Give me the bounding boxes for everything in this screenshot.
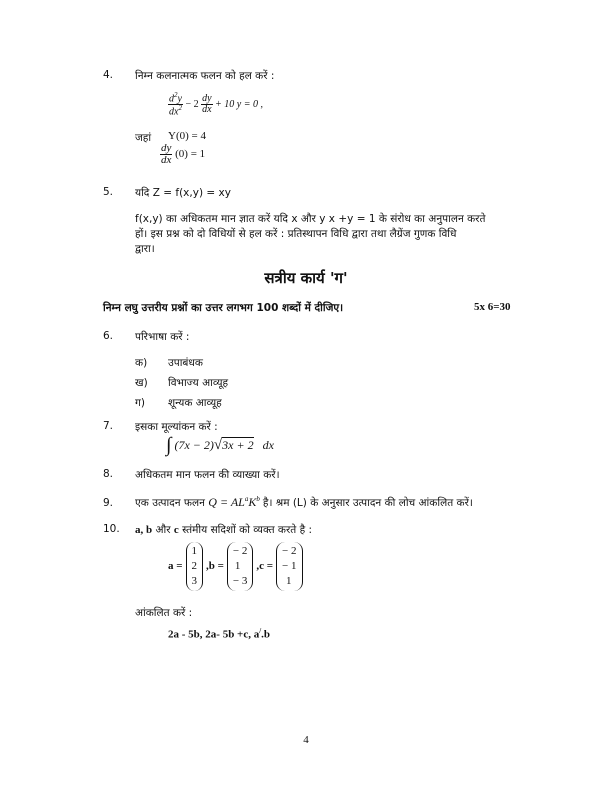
vector-b: − 2 1 − 3 <box>227 542 253 591</box>
q8-text: अधिकतम मान फलन की व्याख्या करें। <box>135 469 280 481</box>
section-title: सत्रीय कार्य 'ग' <box>264 269 348 287</box>
q10-text <box>135 523 312 537</box>
q4-second-derivative: $\frac{d^2y}{dx^2}$ <box>169 91 182 118</box>
q10-text-rest: स्तंमीय सदिशों को व्यक्त करते है : <box>178 524 313 536</box>
q6-item-label: क) <box>135 357 148 369</box>
section-instruction: निम्न लघु उत्तरीय प्रश्नों का उत्तर लगभग 100 शब्दों में दीजिए। <box>103 302 344 314</box>
q6-item-text: शून्यक आव्यूह <box>168 397 222 409</box>
q9-number: 9. <box>103 497 114 509</box>
q4-condition-1: Y(0) = 4 <box>168 130 206 142</box>
q7-text: इसका मूल्यांकन करें : <box>135 421 218 433</box>
q10-vectors-ab: a, b <box>135 524 153 536</box>
q4-first-derivative: $\frac{dy}{dx}$ <box>202 93 212 116</box>
q4-condition-2 <box>160 143 205 166</box>
q10-vectors <box>168 542 303 591</box>
vector-c: − 2 − 1 1 <box>276 542 302 591</box>
q4-minus-two: − 2 <box>185 99 199 111</box>
q4-cond-rest: (0) = 1 <box>175 148 206 161</box>
q7-sqrt-argument: 3x + 2 <box>222 438 254 452</box>
q7-dx: dx <box>262 438 274 452</box>
q4-eq-rest: + 10 y = 0 , <box>215 99 263 111</box>
q6-item-label: ग) <box>135 397 146 409</box>
q7-integral <box>166 434 274 457</box>
vector-a-label: a = <box>168 560 183 573</box>
q9-text-pre: एक उत्पादन फलन <box>135 497 205 509</box>
q4-cond-derivative: $\frac{dy}{dx}$ <box>161 142 172 166</box>
vector-a: 1 2 3 <box>186 542 204 591</box>
q6-item-label: ख) <box>135 377 148 389</box>
q10-compute: आंकलित करें : <box>135 607 193 619</box>
q5-line-3: द्वारा। <box>135 243 155 255</box>
sqrt-icon: √ <box>213 437 223 453</box>
q7-number: 7. <box>103 420 114 432</box>
q4-text: निम्न कलनात्मक फलन को हल करें : <box>135 70 275 82</box>
q10-and: और <box>152 524 174 536</box>
q5-number: 5. <box>103 186 114 198</box>
page-number: 4 <box>303 734 309 746</box>
q8-number: 8. <box>103 468 114 480</box>
q10-number: 10. <box>103 523 120 535</box>
q6-item-text: उपाबंधक <box>168 357 203 369</box>
q9-text <box>135 495 473 510</box>
q4-where: जहां <box>135 132 152 144</box>
q5-line-1: f(x,y) का अधिकतम मान ज्ञात करें यदि x और y x +y = 1 के संरोध का अनुपालन करते <box>135 213 486 225</box>
q10-expression: 2a - 5b, 2a- 5b +c, a/.b <box>168 627 271 641</box>
q5-line-2: हों। इस प्रश्न को दो विधियों से हल करें : प्रतिस्थापन विधि द्वारा तथा लैग्रेंज गुणक विधि <box>135 228 457 240</box>
q4-number: 4. <box>103 69 114 81</box>
vector-b-label: ,b = <box>206 560 224 573</box>
q9-text-post: है। श्रम (L) के अनुसार उत्पादन की लोच आंकलित करें। <box>262 497 473 509</box>
q5-head: यदि Z = f(x,y) = xy <box>135 187 231 199</box>
section-marks: 5x 6=30 <box>474 301 511 313</box>
vector-c-label: ,c = <box>256 560 274 573</box>
q7-integrand: (7x − 2) <box>174 438 214 452</box>
q6-number: 6. <box>103 330 114 342</box>
q9-formula: $Q = AL^aK^b$ <box>208 495 260 509</box>
q10-vector-c: c <box>173 524 179 536</box>
q6-text: परिभाषा करें : <box>135 331 190 343</box>
integral-sign: ∫ <box>166 434 172 456</box>
q6-item-text: विभाज्य आव्यूह <box>168 377 229 389</box>
q4-equation <box>168 92 263 118</box>
